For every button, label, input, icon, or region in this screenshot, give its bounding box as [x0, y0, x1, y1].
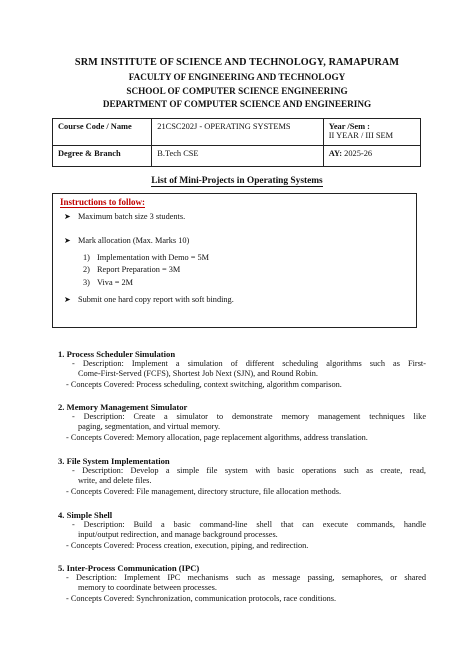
project-3	[58, 456, 426, 497]
project-1	[58, 349, 426, 390]
course-info-table	[52, 118, 421, 167]
marks-item	[83, 265, 180, 274]
list-title-text: List of Mini-Projects in Operating Systems	[151, 176, 323, 186]
marks-item-number: 2)	[83, 265, 90, 274]
year-label: Year /Sem :	[328, 122, 370, 131]
ay-label: AY:	[328, 149, 343, 158]
project-description: write, and delete files.	[78, 476, 152, 486]
ay-value: 2025-26	[344, 149, 373, 158]
degree-value: B.Tech CSE	[152, 146, 323, 167]
instructions-title-text: Instructions to follow:	[60, 197, 145, 207]
course-label: Course Code / Name	[53, 119, 152, 146]
instruction-text: Mark allocation (Max. Marks 10)	[78, 236, 190, 245]
marks-item	[83, 278, 133, 287]
course-row	[53, 119, 421, 146]
course-value: 21CSC202J - OPERATING SYSTEMS	[152, 119, 323, 146]
instruction-item-batch	[64, 212, 185, 221]
instruction-text: Maximum batch size 3 students.	[78, 212, 186, 221]
project-description: - Description: Implement IPC mechanisms such as message passing, semaphores, or shared	[66, 573, 426, 583]
faculty-name: FACULTY OF ENGINEERING AND TECHNOLOGY	[128, 72, 346, 82]
project-description: - Description: Create a simulator to demonstrate memory management techniques like	[72, 412, 426, 422]
degree-label: Degree & Branch	[53, 146, 152, 167]
project-title: 1. Process Scheduler Simulation	[58, 349, 176, 359]
ay-cell	[323, 146, 420, 167]
project-5	[58, 563, 426, 604]
arrow-bullet-icon: ➤	[64, 212, 71, 221]
marks-item-text: Report Preparation = 3M	[97, 265, 181, 274]
project-title: 2. Memory Management Simulator	[58, 402, 188, 412]
marks-item-number: 3)	[83, 278, 90, 287]
project-concepts: - Concepts Covered: Synchronization, communication protocols, race conditions.	[66, 593, 337, 603]
marks-item-number: 1)	[83, 253, 90, 262]
project-4	[58, 510, 426, 551]
instructions-title	[60, 197, 145, 207]
project-concepts: - Concepts Covered: Process creation, execution, piping, and redirection.	[66, 540, 309, 550]
project-description: - Description: Build a basic command-line shell that can execute commands, handle	[72, 520, 426, 530]
instructions-box	[52, 193, 417, 328]
year-cell	[323, 119, 420, 146]
project-title: 3. File System Implementation	[58, 456, 170, 466]
department-name: DEPARTMENT OF COMPUTER SCIENCE AND ENGINEERING	[102, 99, 372, 109]
arrow-bullet-icon: ➤	[64, 295, 71, 304]
project-description: - Description: Implement a simulation of different scheduling algorithms such as First-	[72, 359, 426, 369]
year-value: II YEAR / III SEM	[328, 131, 394, 140]
project-title: 5. Inter-Process Communication (IPC)	[58, 563, 200, 573]
project-description: input/output redirection, and manage background processes.	[78, 530, 278, 540]
list-title	[0, 176, 474, 186]
project-description: Come-First-Served (FCFS), Shortest Job Next (SJN), and Round Robin.	[78, 369, 318, 379]
project-concepts: - Concepts Covered: File management, directory structure, file allocation methods.	[66, 486, 342, 496]
project-description: - Description: Develop a simple file system with basic operations such as create, read,	[72, 466, 426, 476]
project-description: memory to coordinate between processes.	[78, 583, 217, 593]
instruction-text: Submit one hard copy report with soft binding.	[78, 295, 234, 304]
institute-name: SRM INSTITUTE OF SCIENCE AND TECHNOLOGY, RAMAPURAM	[74, 57, 400, 68]
project-2	[58, 402, 426, 443]
project-concepts: - Concepts Covered: Process scheduling, context switching, algorithm comparison.	[66, 379, 342, 389]
degree-row	[53, 146, 421, 167]
arrow-bullet-icon: ➤	[64, 236, 71, 245]
project-description: paging, segmentation, and virtual memory.	[78, 422, 221, 432]
marks-item-text: Implementation with Demo = 5M	[97, 253, 210, 262]
project-concepts: - Concepts Covered: Memory allocation, page replacement algorithms, address translation.	[66, 432, 368, 442]
marks-item-text: Viva = 2M	[97, 278, 133, 287]
marks-item	[83, 253, 209, 262]
school-name: SCHOOL OF COMPUTER SCIENCE ENGINEERING	[126, 86, 348, 96]
instruction-item-submit	[64, 295, 234, 304]
instruction-item-marks	[64, 236, 189, 245]
project-title: 4. Simple Shell	[58, 510, 113, 520]
